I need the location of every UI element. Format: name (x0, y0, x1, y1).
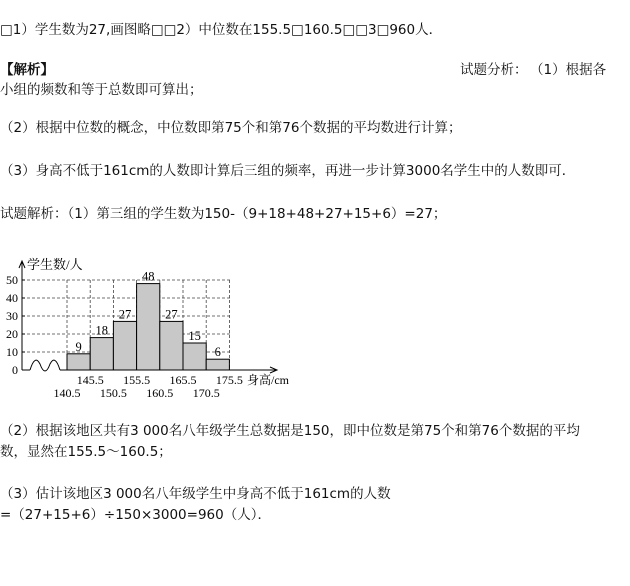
solution-step-2-end: 数，显然在155.5～160.5； (0, 444, 172, 460)
x-tick-label: 170.5 (192, 386, 220, 400)
x-tick-label: 140.5 (53, 386, 81, 400)
y-tick-label-20: 20 (6, 327, 18, 341)
y-tick-label-30: 30 (6, 309, 18, 323)
y-tick-label-10: 10 (6, 345, 18, 359)
bar-value-label: 48 (141, 269, 155, 284)
y-tick-label-50: 50 (6, 273, 18, 287)
bar-value-label: 27 (165, 307, 178, 322)
analysis-step-3: （3）身高不低于161cm的人数即计算后三组的频率，再进一步计算3000名学生中的人数即可． (0, 163, 576, 179)
histogram-bar (137, 284, 160, 370)
bar-value-label: 27 (118, 307, 132, 322)
x-axis-label: 身高/cm (247, 373, 289, 387)
bar-value-label: 6 (214, 345, 221, 360)
analysis-label: 试题分析： (460, 62, 528, 78)
answer-line: □1）学生数为27,画图略□□2）中位数在155.5□160.5□□3□960人． (0, 22, 443, 38)
histogram-bar (67, 354, 90, 370)
solution-step-1: 试题解析：（1）第三组的学生数为150-（9+18+48+27+15+6）=27； (0, 206, 447, 222)
histogram-bar (113, 321, 136, 370)
bar-value-label: 9 (75, 339, 82, 354)
x-tick-label: 175.5 (215, 373, 243, 387)
analysis-step-2: （2）根据中位数的概念，中位数即第75个和第76个数据的平均数进行计算； (0, 120, 462, 136)
y-tick-label-40: 40 (6, 291, 18, 305)
axis-break-symbol (30, 360, 60, 371)
y-tick-label-0: 0 (12, 363, 18, 377)
x-tick-label: 145.5 (76, 373, 104, 387)
histogram-bar (206, 359, 229, 370)
x-tick-label: 155.5 (123, 373, 151, 387)
histogram-chart (0, 250, 320, 410)
bar-value-label: 15 (188, 329, 201, 343)
histogram-bar (183, 343, 206, 370)
solution-step-3-end: =（27+15+6）÷150×3000=960（人）． (0, 507, 271, 523)
y-axis-label: 学生数/人 (27, 257, 83, 272)
histogram-bar (160, 321, 183, 370)
analysis-step-1-end: 小组的频数和等于总数即可算出； (0, 82, 203, 98)
analysis-step-1-start: （1）根据各 (530, 62, 607, 78)
x-tick-label: 160.5 (146, 386, 174, 400)
solution-step-3-start: （3）估计该地区3 000名八年级学生中身高不低于161cm的人数 (0, 486, 391, 502)
bar-value-label: 18 (95, 323, 109, 338)
x-tick-label: 150.5 (99, 386, 127, 400)
solution-step-2-start: （2）根据该地区共有3 000名八年级学生总数据是150，即中位数是第75个和第76个数据的平均 (0, 423, 580, 439)
x-tick-label: 165.5 (169, 373, 197, 387)
section-title: 【解析】 (0, 62, 54, 78)
histogram-bar (90, 338, 113, 370)
